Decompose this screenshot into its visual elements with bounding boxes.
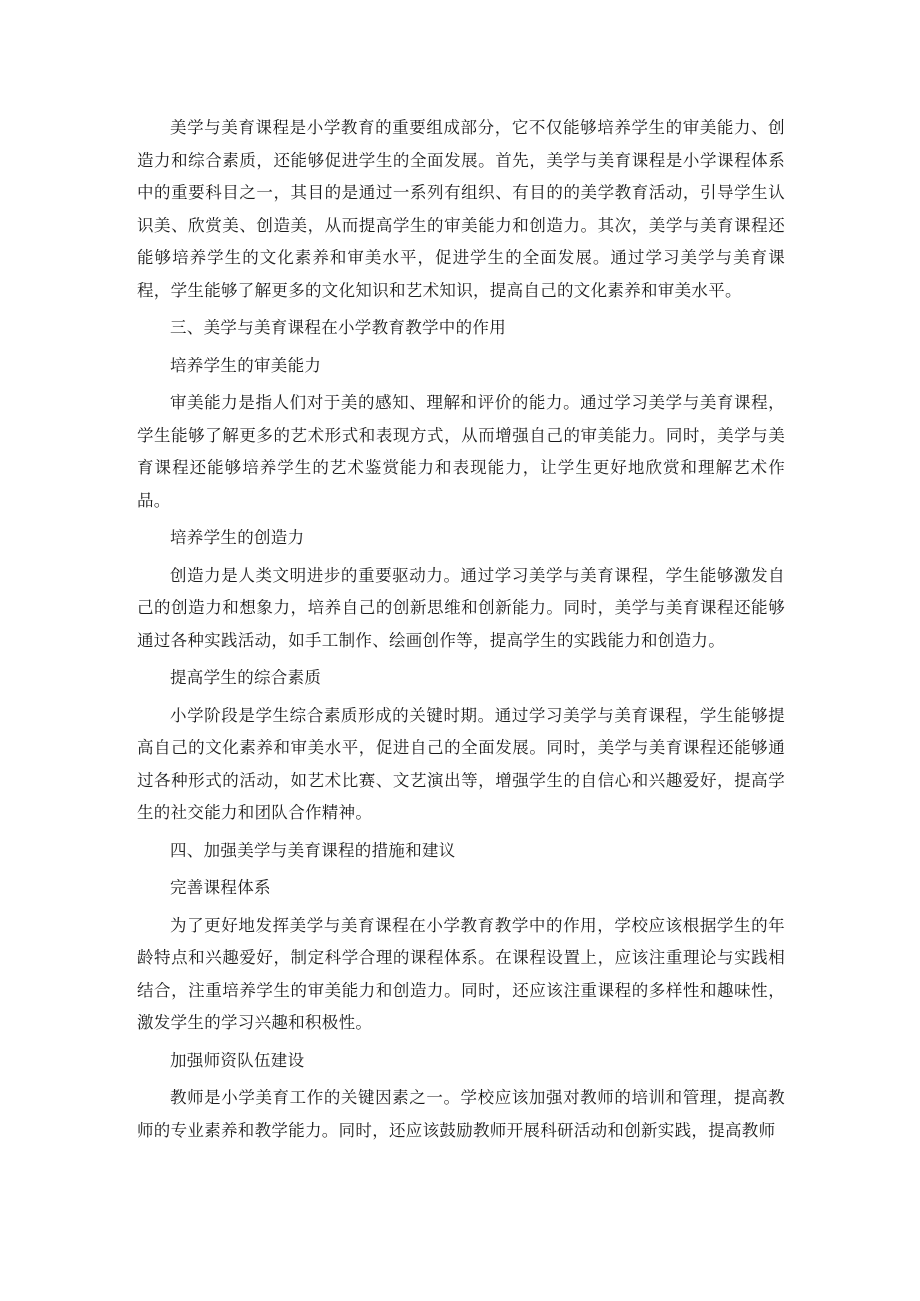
subheading-aesthetic-ability: 培养学生的审美能力 (170, 355, 322, 375)
subheading-teachers: 加强师资队伍建设 (170, 1050, 305, 1070)
subheading-creativity: 培养学生的创造力 (170, 528, 305, 547)
subheading-overall-quality: 提高学生的综合素质 (170, 668, 322, 687)
section-heading-4: 四、加强美学与美育课程的措施和建议 (170, 840, 456, 860)
paragraph-overall-quality: 小学阶段是学生综合素质形成的关键时期。通过学习美学与美育课程，学生能够提高自己的文化素养和审美水平，促进自己的全面发展。同时，美学与美育课程还能够通过各种形式的活动，如艺术比赛、文艺演出等，增强学生的自信心和兴趣爱好，提高学生的社交能力和团队合作精神。 (137, 705, 785, 822)
document-body (137, 112, 785, 1152)
subheading-curriculum: 完善课程体系 (170, 878, 271, 897)
paragraph-curriculum: 为了更好地发挥美学与美育课程在小学教育教学中的作用，学校应该根据学生的年龄特点和兴趣爱好，制定科学合理的课程体系。在课程设置上，应该注重理论与实践相结合，注重培养学生的审美能力和创造力。同时，还应该注重课程的多样性和趣味性，激发学生的学习兴趣和积极性。 (137, 915, 785, 1032)
paragraph-teachers: 教师是小学美育工作的关键因素之一。学校应该加强对教师的培训和管理，提高教师的专业素养和教学能力。同时，还应该鼓励教师开展科研活动和创新实践，提高教师 (137, 1088, 785, 1140)
section-heading-3: 三、美学与美育课程在小学教育教学中的作用 (170, 318, 506, 337)
paragraph-intro: 美学与美育课程是小学教育的重要组成部分，它不仅能够培养学生的审美能力、创造力和综合素质，还能够促进学生的全面发展。首先，美学与美育课程是小学课程体系中的重要科目之一，其目的是通过一系列有组织、有目的的美学教育活动，引导学生认识美、欣赏美、创造美，从而提高学生的审美能力和创造力。其次，美学与美育课程还能够培养学生的文化素养和审美水平，促进学生的全面发展。通过学习美学与美育课程，学生能够了解更多的文化知识和艺术知识，提高自己的文化素养和审美水平。 (137, 118, 785, 300)
paragraph-creativity: 创造力是人类文明进步的重要驱动力。通过学习美学与美育课程，学生能够激发自己的创造力和想象力，培养自己的创新思维和创新能力。同时，美学与美育课程还能够通过各种实践活动，如手工制作、绘画创作等，提高学生的实践能力和创造力。 (137, 565, 785, 650)
paragraph-aesthetic-ability: 审美能力是指人们对于美的感知、理解和评价的能力。通过学习美学与美育课程，学生能够了解更多的艺术形式和表现方式，从而增强自己的审美能力。同时，美学与美育课程还能够培养学生的艺术鉴赏能力和表现能力，让学生更好地欣赏和理解艺术作品。 (137, 393, 785, 510)
